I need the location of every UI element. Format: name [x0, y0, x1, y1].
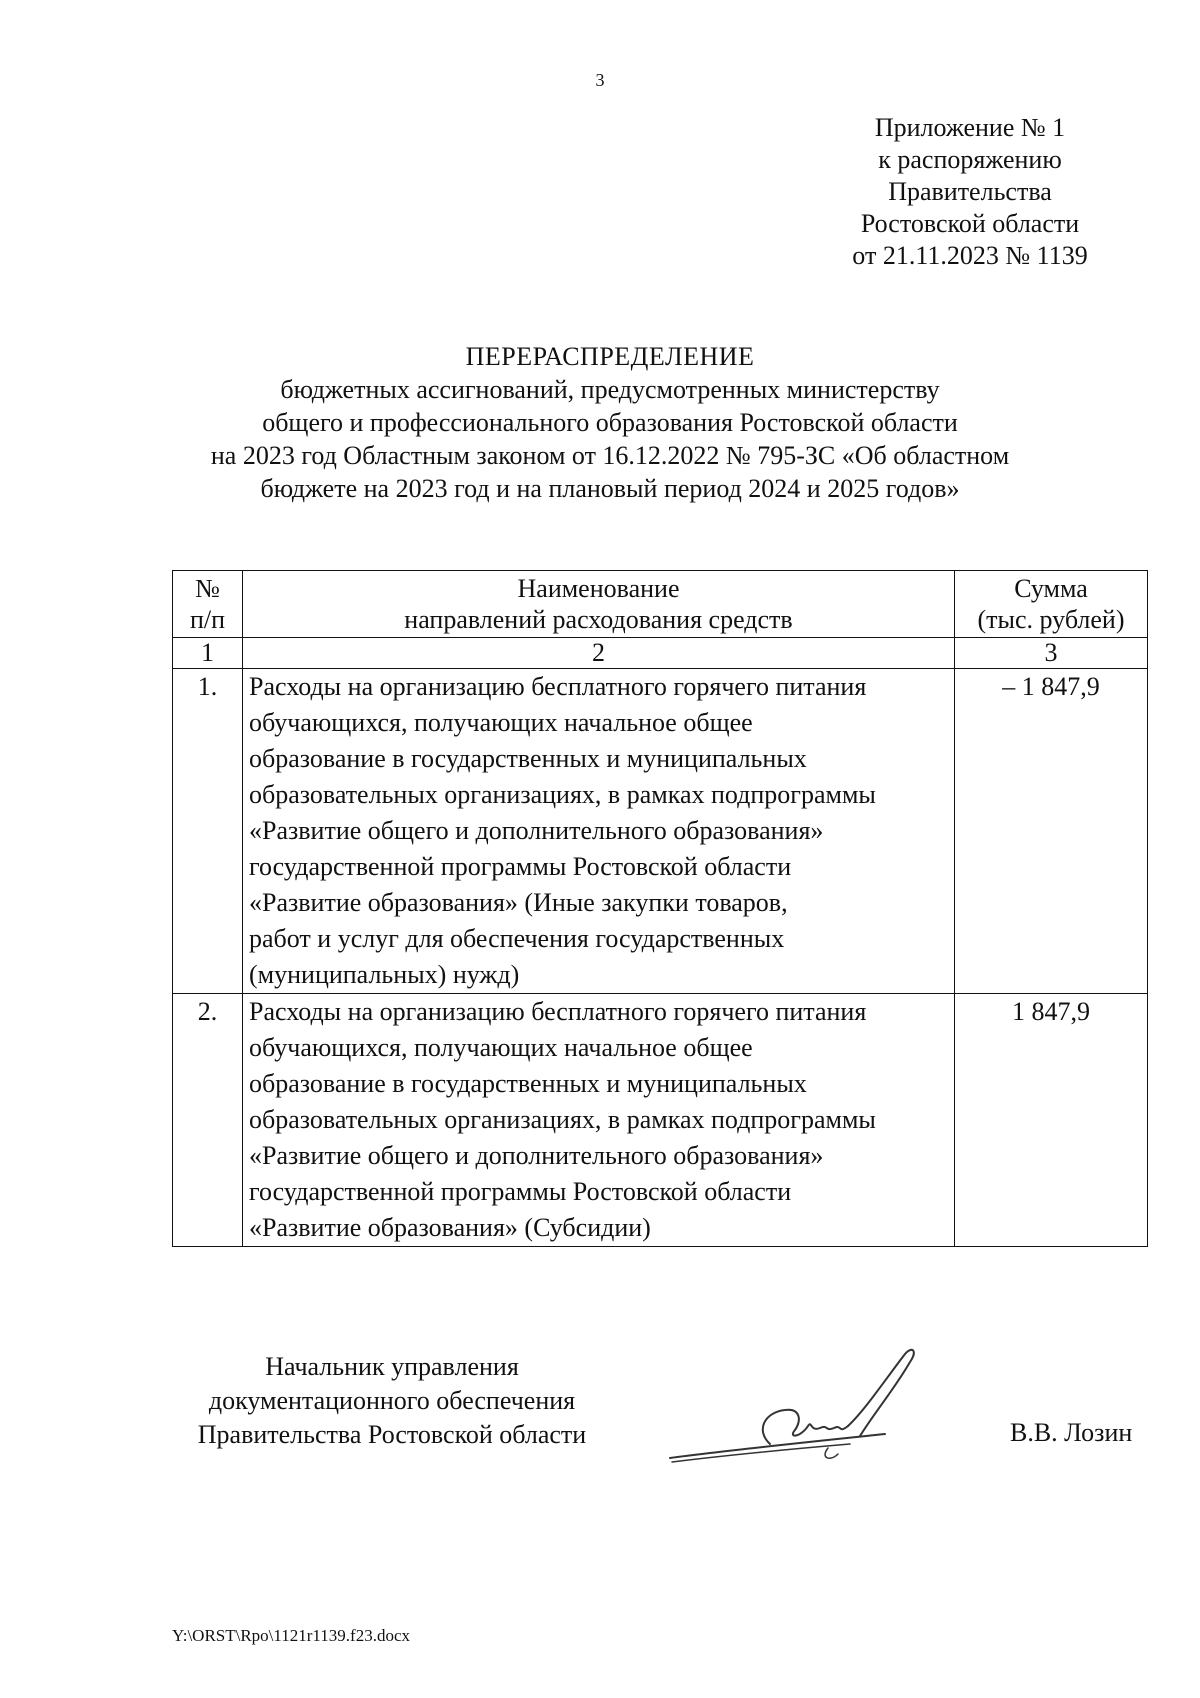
- column-number-row: [173, 638, 1148, 669]
- signer-name: В.В. Лозин: [1010, 1418, 1133, 1447]
- page-number: 3: [595, 70, 605, 90]
- row-description: Расходы на организацию бесплатного горячего питания обучающихся, получающих начальное общее образование в государственных и муниципальных образовательных организациях, в рамках подпрограммы «Развитие общего и дополнительного образования» государственной программы Ростовской области «Развитие образования» (Иные закупки товаров, работ и услуг для обеспечения государственных (муниципальных) нужд): [243, 669, 955, 994]
- row-amount: – 1 847,9: [955, 669, 1148, 994]
- row-number: 2.: [173, 994, 243, 1247]
- row-amount: 1 847,9: [955, 994, 1148, 1247]
- row-number: 1.: [173, 669, 243, 994]
- table-row: [173, 669, 1148, 994]
- column-number: 3: [955, 638, 1148, 669]
- header-number: № п/п: [173, 571, 243, 638]
- row-description: Расходы на организацию бесплатного горячего питания обучающихся, получающих начальное общее образование в государственных и муниципальных образовательных организациях, в рамках подпрограммы «Развитие общего и дополнительного образования» государственной программы Ростовской области «Развитие образования» (Субсидии): [243, 994, 955, 1247]
- table-header-row: [173, 571, 1148, 638]
- title-line: бюджете на 2023 год и на плановый период 2024 и 2025 годов»: [260, 474, 960, 503]
- document-title: [180, 340, 1040, 505]
- header-sum: Сумма (тыс. рублей): [955, 571, 1148, 638]
- column-number: 1: [173, 638, 243, 669]
- appendix-line: Ростовской области: [860, 209, 1080, 238]
- appendix-line: от 21.11.2023 № 1139: [852, 241, 1088, 270]
- handwritten-signature: [660, 1340, 960, 1470]
- file-path: Y:\ORST\Rpo\1121r1139.f23.docx: [172, 1626, 411, 1645]
- signer-position-line: Начальник управления: [265, 1352, 519, 1381]
- column-number: 2: [243, 638, 955, 669]
- appendix-block: [810, 112, 1130, 272]
- appendix-line: к распоряжению: [878, 145, 1062, 174]
- table-row: [173, 994, 1148, 1247]
- budget-table: [172, 570, 1148, 1247]
- title-heading: ПЕРЕРАСПРЕДЕЛЕНИЕ: [465, 342, 755, 371]
- signer-position: [172, 1350, 612, 1452]
- title-line: бюджетных ассигнований, предусмотренных министерству: [280, 375, 940, 404]
- title-line: общего и профессионального образования Ростовской области: [262, 408, 958, 437]
- title-line: на 2023 год Областным законом от 16.12.2022 № 795-ЗС «Об областном: [210, 441, 1010, 470]
- appendix-line: Приложение № 1: [874, 113, 1066, 142]
- header-name: Наименование направлений расходования средств: [243, 571, 955, 638]
- appendix-line: Правительства: [888, 177, 1052, 206]
- signer-position-line: документационного обеспечения: [208, 1386, 576, 1415]
- signer-position-line: Правительства Ростовской области: [197, 1420, 587, 1449]
